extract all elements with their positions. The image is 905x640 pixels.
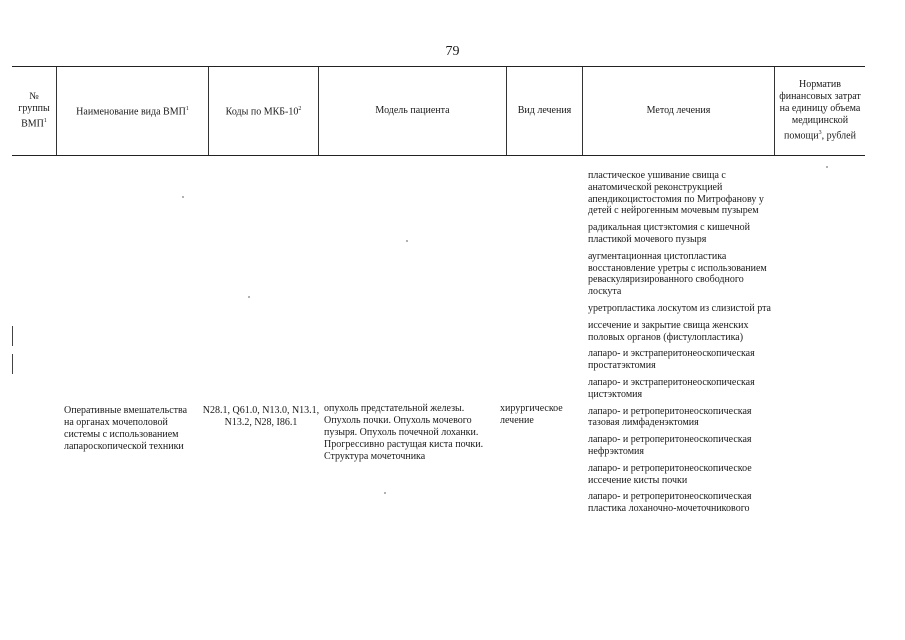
scan-speck: [182, 196, 184, 198]
scan-speck: [384, 492, 386, 494]
header-vmp-name-footnote: 1: [185, 106, 189, 113]
header-icd-codes: [208, 67, 318, 155]
method-item: аугментационная цистопластика восстановление уретры с использованием реваскуляризированного свободного лоскута: [588, 250, 767, 298]
header-group-number-label: № группы ВМП: [18, 91, 50, 130]
row-patient-model: опухоль предстательной железы. Опухоль почки. Опухоль мочевого пузыря. Опухоль почечной лоханки. Прогрессивно растущая киста почки. Структура мочеточника: [324, 403, 484, 462]
header-treatment-method-label: Метод лечения: [646, 105, 711, 116]
header-cost-standard-footnote: 3: [818, 130, 822, 137]
header-icd-codes-label: Коды по МКБ-10: [225, 106, 299, 118]
row-vmp-name: Оперативные вмешательства на органах мочеполовой системы с использованием лапароскопической техники: [64, 405, 188, 452]
method-item: лапаро- и ретроперитонеоскопическая нефрэктомия: [588, 434, 752, 457]
header-group-number: [12, 67, 56, 155]
header-treatment-method: [582, 67, 774, 155]
header-vmp-name-label: Наименование вида ВМП: [76, 106, 186, 118]
header-patient-model-label: Модель пациента: [375, 105, 450, 116]
scan-speck: [826, 166, 828, 168]
header-cost-standard-unit: , рублей: [821, 130, 856, 142]
table-header: [12, 66, 865, 156]
method-item: лапаро- и ретроперитонеоскопическое иссечение кисты почки: [588, 462, 752, 486]
method-item: лапаро- и экстраперитонеоскопическая цистэктомия: [588, 376, 755, 400]
header-vmp-name: [56, 67, 208, 155]
method-item: иссечение и закрытие свища женских половых органов (фистулопластика): [588, 319, 749, 343]
method-item: лапаро- и экстраперитонеоскопическая простатэктомия: [588, 348, 755, 372]
header-icd-codes-footnote: 2: [298, 106, 302, 113]
method-item: лапаро- и ретроперитонеоскопическая тазовая лимфаденэктомия: [588, 405, 752, 429]
scan-speck: [248, 296, 250, 298]
header-patient-model: [318, 67, 506, 155]
header-group-number-footnote: 1: [43, 118, 47, 125]
header-cost-standard: [774, 67, 865, 155]
scan-margin-mark: [12, 326, 13, 346]
row-treatment-type: хирургическое лечение: [500, 403, 563, 426]
header-treatment-type-label: Вид лечения: [517, 105, 572, 116]
method-item: уретропластика лоскутом из слизистой рта: [588, 302, 771, 314]
method-item: пластическое ушивание свища с анатомической реконструкцией апендикоцистостомия по Митрофанову у детей с нейрогенным мочевым пузырем: [588, 170, 764, 217]
header-treatment-type: [506, 67, 582, 155]
row-icd-codes: N28.1, Q61.0, N13.0, N13.1, N13.2, N28, I86.1: [202, 405, 320, 428]
method-item: лапаро- и ретроперитонеоскопическая пластика лоханочно-мочеточникового: [588, 491, 752, 515]
page-number: 79: [445, 44, 460, 59]
scan-margin-mark: [12, 354, 13, 374]
treatment-method-list: [588, 170, 778, 520]
scan-speck: [406, 240, 408, 242]
method-item: радикальная цистэктомия с кишечной пластикой мочевого пузыря: [588, 222, 750, 245]
header-cost-standard-label: Норматив финансовых затрат на единицу объема медицинской помощи: [779, 79, 861, 142]
